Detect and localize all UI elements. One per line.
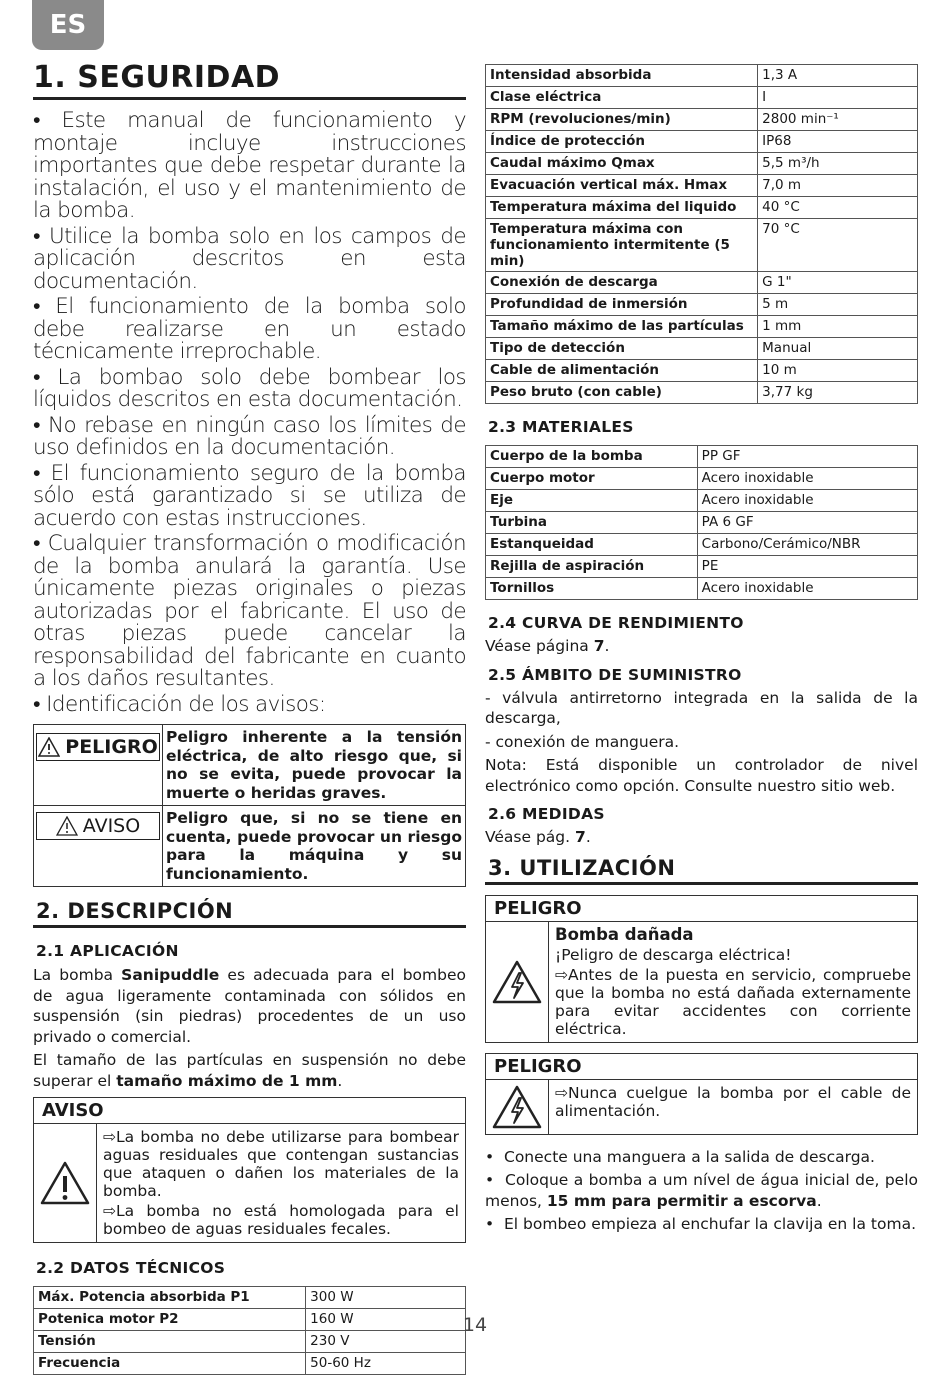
table-row — [486, 109, 918, 131]
table-cell-value: IP68 — [758, 131, 918, 153]
table-row — [486, 316, 918, 338]
table-cell-value: PE — [697, 556, 917, 578]
table-cell-label: Estanqueidad — [486, 534, 698, 556]
table-cell-value: 3,77 kg — [758, 382, 918, 404]
table-cell-label: Tamaño máximo de las partículas — [486, 316, 758, 338]
table-row — [486, 272, 918, 294]
table-row — [486, 382, 918, 404]
supply-line: - válvula antirretorno integrada en la salida de la descarga, — [485, 688, 918, 727]
usage-bullet: • Coloque a bomba a um nível de água inicial de, pelo menos, 15 mm para permitir a escorva. — [485, 1171, 918, 1210]
table-row — [486, 490, 918, 512]
table-cell-value: Manual — [758, 338, 918, 360]
section-2-5-title: 2.5 ÁMBITO DE SUMINISTRO — [488, 665, 742, 684]
warning-row-notice — [34, 806, 466, 887]
table-cell-value: 5 m — [758, 294, 918, 316]
table-cell-label: Caudal máximo Qmax — [486, 153, 758, 175]
table-row — [486, 446, 918, 468]
table-cell-value: 70 °C — [758, 219, 918, 272]
danger-item: ⇨Nunca cuelgue la bomba por el cable de alimentación. — [555, 1083, 911, 1120]
table-row — [486, 468, 918, 490]
performance-curve-reference: Véase página 7. — [485, 637, 610, 655]
particle-size-paragraph: El tamaño de las partículas en suspensión no debe superar el tamaño máximo de 1 mm. — [33, 1051, 466, 1090]
right-column — [485, 64, 918, 1235]
table-cell-label: Temperatura máxima del liquido — [486, 197, 758, 219]
table-cell-label: Conexión de descarga — [486, 272, 758, 294]
table-cell-value: 300 W — [306, 1287, 466, 1309]
arrow-right-icon: ⇨ — [555, 1083, 568, 1102]
product-name: Sanipuddle — [121, 966, 220, 984]
application-paragraph: La bomba Sanipuddle es adecuada para el bombeo de agua ligeramente contaminada con sólidos en suspensión (sin piedras) procedentes de un uso privado o comercial. — [33, 966, 466, 1046]
safety-bullet: • Identificación de los avisos: — [33, 694, 466, 717]
table-cell-value: 160 W — [306, 1309, 466, 1331]
table-row — [486, 219, 918, 272]
table-cell-value: Carbono/Cerámico/NBR — [697, 534, 917, 556]
table-cell-label: Frecuencia — [34, 1353, 306, 1375]
table-cell-label: Profundidad de inmersión — [486, 294, 758, 316]
danger-item: ⇨Antes de la puesta en servicio, compruebe que la bomba no está dañada externamente para evitar accidentes con corriente eléctrica. — [555, 965, 911, 1038]
danger-subtitle: Bomba dañada — [555, 924, 694, 944]
danger-box-title: PELIGRO — [486, 896, 917, 922]
dimensions-reference: Véase pág. 7. — [485, 828, 591, 846]
danger-label-box — [36, 733, 160, 761]
table-row — [486, 512, 918, 534]
table-cell-label: Índice de protección — [486, 131, 758, 153]
section-2-4-title: 2.4 CURVA DE RENDIMIENTO — [488, 614, 744, 632]
table-cell-value: PA 6 GF — [697, 512, 917, 534]
notice-description: Peligro que, si no se tiene en cuenta, puede provocar un riesgo para la máquina y su funcionamiento. — [163, 806, 466, 887]
table-row — [486, 338, 918, 360]
aviso-box-title: AVISO — [34, 1098, 465, 1124]
table-cell-label: Clase eléctrica — [486, 87, 758, 109]
warning-legend-table — [33, 724, 466, 887]
table-cell-label: Rejilla de aspiración — [486, 556, 698, 578]
table-row — [486, 65, 918, 87]
warning-triangle-icon — [38, 737, 60, 757]
page-number: 14 — [462, 1314, 488, 1336]
table-row — [486, 175, 918, 197]
table-cell-label: Turbina — [486, 512, 698, 534]
aviso-item: ⇨La bomba no debe utilizarse para bombear aguas residuales que contengan sustancias que ataquen o dañen los materiales de la bomba. — [103, 1128, 459, 1200]
table-cell-value: Acero inoxidable — [697, 490, 917, 512]
danger-label: PELIGRO — [65, 736, 158, 758]
tech-data-table-right — [485, 64, 918, 404]
section-2-1-title: 2.1 APLICACIÓN — [36, 942, 179, 960]
danger-description: Peligro inherente a la tensión eléctrica, de alto riesgo que, si no se evita, puede provocar la muerte o heridas graves. — [163, 725, 466, 806]
table-cell-label: Eje — [486, 490, 698, 512]
danger-box-title: PELIGRO — [486, 1054, 917, 1080]
danger-line: ¡Peligro de descarga eléctrica! — [555, 945, 792, 964]
table-cell-value: Acero inoxidable — [697, 578, 917, 600]
table-cell-value: 230 V — [306, 1331, 466, 1353]
safety-bullet: • Este manual de funcionamiento y montaje incluye instrucciones importantes que debe respetar durante la instalación, el uso y el mantenimiento de la bomba. — [33, 110, 466, 223]
left-column — [33, 60, 466, 1375]
table-row — [486, 131, 918, 153]
table-cell-value: PP GF — [697, 446, 917, 468]
materials-table — [485, 445, 918, 600]
supply-note: Nota: Está disponible un controlador de nivel electrónico como opción. Consulte nuestro sitio web. — [485, 756, 918, 795]
table-row — [486, 153, 918, 175]
arrow-right-icon: ⇨ — [103, 1202, 116, 1220]
safety-bullet: • El funcionamiento de la bomba solo debe realizarse en un estado técnicamente irreprochable. — [33, 296, 466, 364]
table-row — [486, 534, 918, 556]
notice-label-box — [36, 812, 160, 840]
section-1-title: 1. SEGURIDAD — [33, 60, 466, 100]
electric-shock-icon — [491, 959, 543, 1005]
table-cell-label: Potenica motor P2 — [34, 1309, 306, 1331]
safety-bullet: • No rebase en ningún caso los límites de uso definidos en la documentación. — [33, 415, 466, 460]
warning-row-danger — [34, 725, 466, 806]
table-cell-value: 10 m — [758, 360, 918, 382]
usage-bullet: • El bombeo empieza al enchufar la clavija en la toma. — [485, 1215, 916, 1233]
supply-line: - conexión de manguera. — [485, 732, 680, 751]
section-2-6-title: 2.6 MEDIDAS — [488, 805, 605, 823]
table-cell-value: G 1" — [758, 272, 918, 294]
table-cell-label: Máx. Potencia absorbida P1 — [34, 1287, 306, 1309]
electric-shock-icon — [491, 1084, 543, 1130]
table-cell-label: Tensión — [34, 1331, 306, 1353]
language-tab: ES — [32, 0, 104, 50]
table-cell-value: 40 °C — [758, 197, 918, 219]
safety-bullet: • Utilice la bomba solo en los campos de aplicación descritos en esta documentación. — [33, 226, 466, 294]
table-cell-label: Tipo de detección — [486, 338, 758, 360]
section-2-3-title: 2.3 MATERIALES — [488, 418, 634, 436]
safety-bullet: • Cualquier transformación o modificación de la bomba anulará la garantía. Use únicamente piezas originales o piezas autorizadas por el fabricante. El uso de otras piezas puede cancelar la responsabilidad del fabricante en cuanto a los daños resultantes. — [33, 533, 466, 691]
table-cell-value: Acero inoxidable — [697, 468, 917, 490]
table-row — [34, 1353, 466, 1375]
table-cell-value: 50-60 Hz — [306, 1353, 466, 1375]
table-cell-label: Evacuación vertical máx. Hmax — [486, 175, 758, 197]
table-cell-value: 1,3 A — [758, 65, 918, 87]
arrow-right-icon: ⇨ — [555, 965, 568, 984]
usage-bullet: • Conecte una manguera a la salida de descarga. — [485, 1147, 875, 1166]
table-cell-label: Cuerpo de la bomba — [486, 446, 698, 468]
aviso-item: ⇨La bomba no está homologada para el bombeo de aguas residuales fecales. — [103, 1202, 459, 1238]
table-cell-label: Tornillos — [486, 578, 698, 600]
table-row — [486, 87, 918, 109]
table-cell-label: Cuerpo motor — [486, 468, 698, 490]
danger-box-cable — [485, 1053, 918, 1135]
aviso-box — [33, 1097, 466, 1243]
table-cell-label: Cable de alimentación — [486, 360, 758, 382]
table-cell-label: RPM (revoluciones/min) — [486, 109, 758, 131]
table-cell-value: 1 mm — [758, 316, 918, 338]
section-3-title: 3. UTILIZACIÓN — [485, 856, 918, 885]
table-row — [486, 556, 918, 578]
table-row — [486, 294, 918, 316]
table-row — [34, 1287, 466, 1309]
table-cell-label: Temperatura máxima con funcionamiento intermitente (5 min) — [486, 219, 758, 272]
arrow-right-icon: ⇨ — [103, 1128, 116, 1146]
safety-bullet-list — [33, 110, 466, 716]
table-cell-value: I — [758, 87, 918, 109]
table-cell-value: 7,0 m — [758, 175, 918, 197]
table-row — [486, 360, 918, 382]
notice-label: AVISO — [82, 815, 141, 837]
table-row — [486, 578, 918, 600]
table-cell-value: 5,5 m³/h — [758, 153, 918, 175]
table-cell-label: Peso bruto (con cable) — [486, 382, 758, 404]
safety-bullet: • La bombao solo debe bombear los líquidos descritos en esta documentación. — [33, 367, 466, 412]
exclamation-warning-icon — [39, 1160, 91, 1206]
section-2-2-title: 2.2 DATOS TÉCNICOS — [36, 1259, 226, 1277]
warning-triangle-icon — [56, 816, 78, 836]
danger-box-damaged-pump — [485, 895, 918, 1043]
safety-bullet: • El funcionamiento seguro de la bomba sólo está garantizado si se utiliza de acuerdo con estas instrucciones. — [33, 463, 466, 531]
table-cell-label: Intensidad absorbida — [486, 65, 758, 87]
table-row — [486, 197, 918, 219]
section-2-title: 2. DESCRIPCIÓN — [33, 899, 466, 928]
table-cell-value: 2800 min⁻¹ — [758, 109, 918, 131]
